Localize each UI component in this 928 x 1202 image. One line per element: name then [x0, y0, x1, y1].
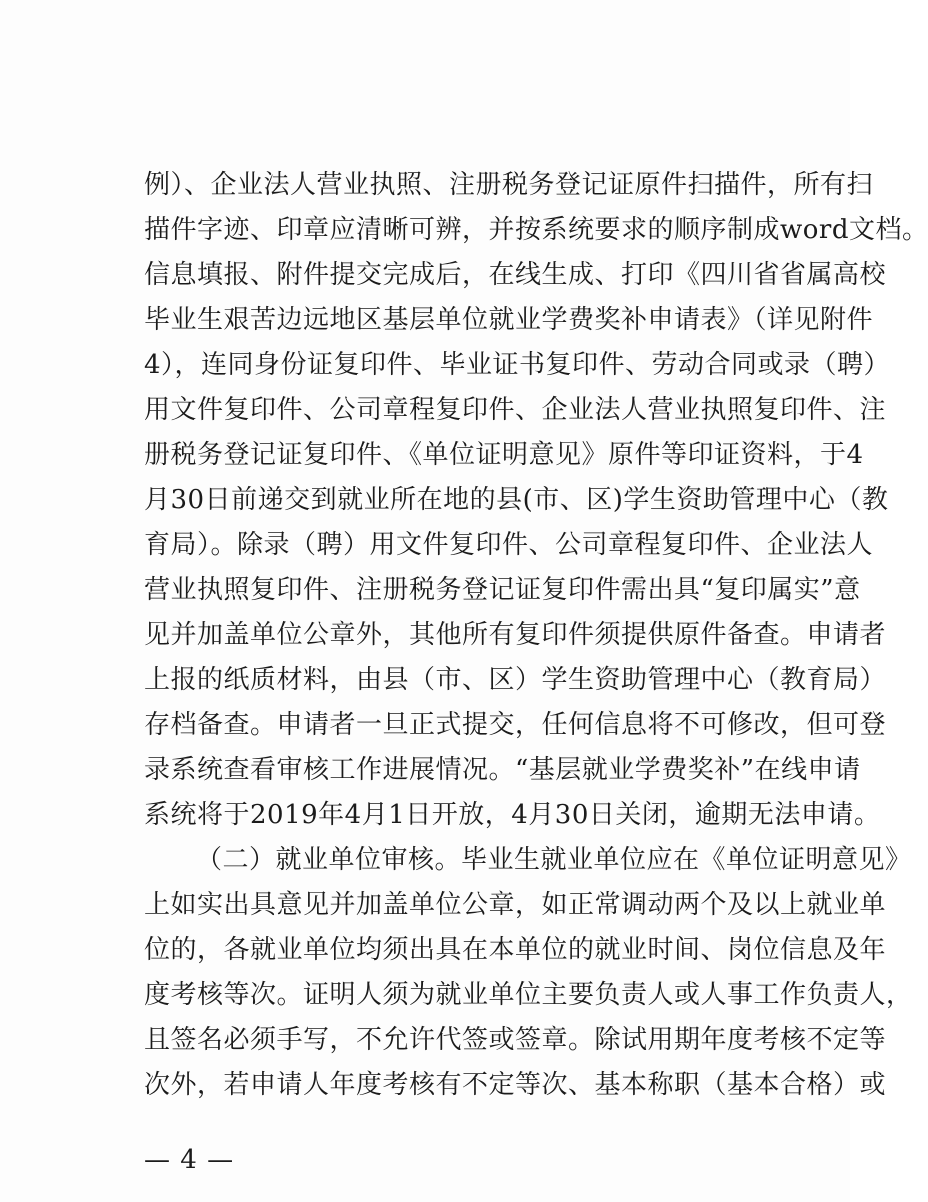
body-text-line: 存档备查。申请者一旦正式提交，任何信息将不可修改，但可登	[144, 710, 887, 740]
body-text-line: 次外，若申请人年度考核有不定等次、基本称职（基本合格）或	[144, 1070, 887, 1100]
body-text-line: 育局）。除录（聘）用文件复印件、公司章程复印件、企业法人	[144, 530, 874, 560]
body-text-line: 营业执照复印件、注册税务登记证复印件需出具“复印属实”意	[144, 575, 861, 605]
body-text-line: 录系统查看审核工作进展情况。“基层就业学费奖补”在线申请	[144, 755, 861, 785]
body-text-line: 4），连同身份证复印件、毕业证书复印件、劳动合同或录（聘）	[144, 350, 891, 380]
body-text-line: 上报的纸质材料，由县（市、区）学生资助管理中心（教育局）	[144, 665, 887, 695]
body-text-line: 位的，各就业单位均须出具在本单位的就业时间、岗位信息及年	[144, 935, 887, 965]
body-text-line: 描件字迹、印章应清晰可辨，并按系统要求的顺序制成word文档。	[144, 215, 928, 245]
body-text-line: 信息填报、附件提交完成后，在线生成、打印《四川省省属高校	[144, 260, 887, 290]
body-text-line: 度考核等次。证明人须为就业单位主要负责人或人事工作负责人，	[144, 980, 913, 1010]
section-heading-line: （二）就业单位审核。毕业生就业单位应在《单位证明意见》	[196, 845, 912, 875]
body-text-line: 册税务登记证复印件、《单位证明意见》原件等印证资料，于4	[144, 440, 864, 470]
body-text-line: 月30日前递交到就业所在地的县(市、区)学生资助管理中心（教	[144, 485, 889, 515]
body-text-line: 且签名必须手写，不允许代签或签章。除试用期年度考核不定等	[144, 1025, 887, 1055]
body-text-line: 上如实出具意见并加盖单位公章，如正常调动两个及以上就业单	[144, 890, 887, 920]
body-text-line: 用文件复印件、公司章程复印件、企业法人营业执照复印件、注	[144, 395, 887, 425]
body-text-line: 例）、企业法人营业执照、注册税务登记证原件扫描件，所有扫	[144, 170, 874, 200]
body-text-line: 毕业生艰苦边远地区基层单位就业学费奖补申请表》（详见附件	[144, 305, 874, 335]
body-text-line: 见并加盖单位公章外，其他所有复印件须提供原件备查。申请者	[144, 620, 887, 650]
body-text-line: 系统将于2019年4月1日开放，4月30日关闭，逾期无法申请。	[144, 800, 881, 830]
page-number: — 4 —	[144, 1145, 235, 1175]
